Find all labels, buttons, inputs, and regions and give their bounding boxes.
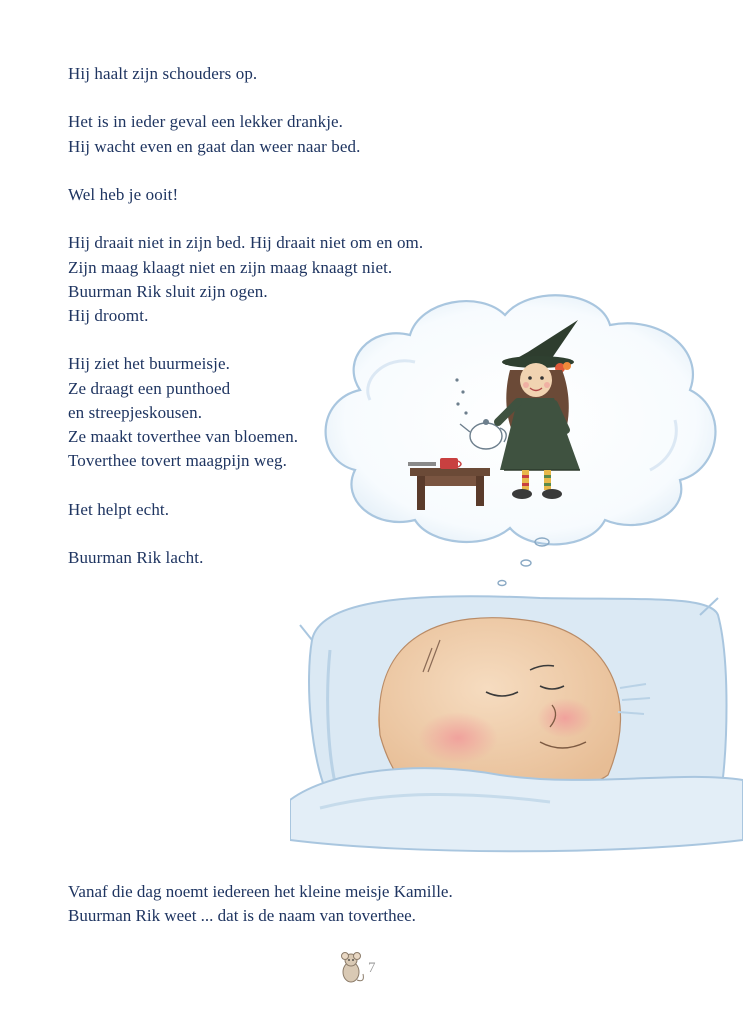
story-line: Buurman Rik lacht.	[68, 547, 204, 567]
story-line: Hij wacht even en gaat dan weer naar bed.	[68, 136, 361, 156]
page-number: 7	[368, 960, 376, 976]
story-line: Hij haalt zijn schouders op.	[68, 64, 258, 83]
story-line: Ze draagt een punthoed	[68, 378, 231, 398]
story-line: en streepjeskousen.	[68, 402, 203, 422]
story-line: Buurman Rik sluit zijn ogen.	[68, 281, 268, 301]
stanza	[68, 183, 488, 207]
blanket-icon	[290, 768, 743, 851]
stanza	[68, 110, 488, 158]
page-footer	[330, 948, 410, 988]
story-line: Het is in ieder geval een lekker drankje.	[68, 112, 344, 132]
story-line: Wel heb je ooit!	[68, 184, 179, 204]
story-line: Ze maakt toverthee van bloemen.	[68, 426, 299, 446]
story-line: Toverthee tovert maagpijn weg.	[68, 451, 287, 471]
story-line: Hij draait niet in zijn bed. Hij draait niet om en om.	[68, 233, 424, 253]
story-line: Het helpt echt.	[68, 499, 170, 519]
mouse-icon	[335, 948, 367, 986]
ending-line: Vanaf die dag noemt iedereen het kleine meisje Kamille.	[68, 882, 453, 901]
story-line: Hij ziet het buurmeisje.	[68, 354, 230, 374]
watercolor-illustration	[290, 280, 743, 860]
story-line: Hij droomt.	[68, 305, 149, 325]
story-line: Zijn maag klaagt niet en zijn maag knaagt niet.	[68, 257, 393, 277]
ending-line: Buurman Rik weet ... dat is de naam van toverthee.	[68, 906, 416, 926]
story-ending	[68, 880, 628, 928]
stanza	[68, 62, 488, 86]
thought-bubbles-icon	[498, 538, 549, 586]
